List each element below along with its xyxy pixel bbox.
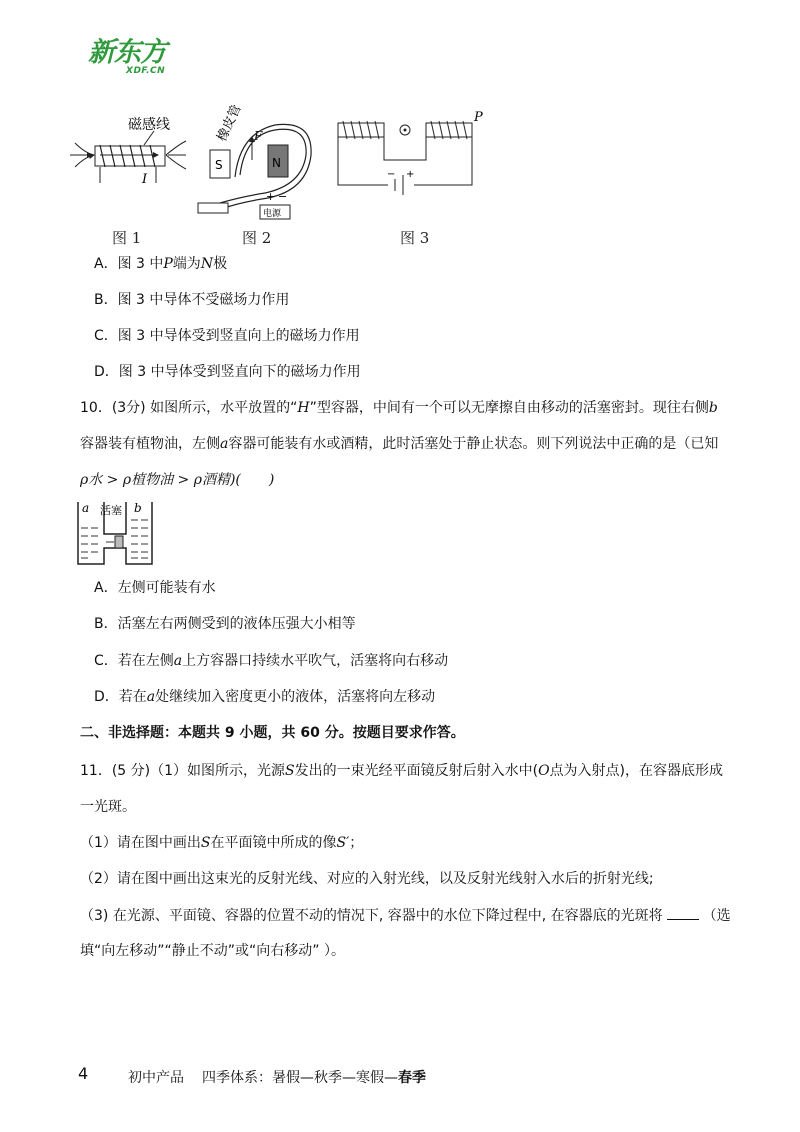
figure-1-solenoid xyxy=(70,116,186,187)
figure-1-2-3-diagram xyxy=(70,105,490,225)
fig1-caption: 图 1 xyxy=(112,229,142,247)
fig2-force-label: F xyxy=(254,129,263,143)
fig1-current-label: I xyxy=(142,172,148,187)
footer-product: 初中产品 xyxy=(128,1070,184,1086)
q9-option-d: D．图 3 中导体受到竖直向下的磁场力作用 xyxy=(94,364,361,380)
section-2-heading: 二、非选择题：本题共 9 小题，共 60 分。按题目要求作答。 xyxy=(80,725,465,741)
fig2-source-label: 电源 xyxy=(263,209,282,219)
logo-english: XDF.CN xyxy=(126,66,166,76)
q11-stem-line1: 11．(5 分)（1）如图所示，光源S发出的一束光经平面镜反射后射入水中(O点为入射点)，在容器底形成 xyxy=(80,763,724,779)
q11-sub-3: （3) 在光源、平面镜、容器的位置不动的情况下, 容器中的水位下降过程中, 在容器底的光斑将 （选 xyxy=(80,905,731,926)
fig2-tube-label: 橡皮管 xyxy=(214,105,245,144)
q10-option-a: A．左侧可能装有水 xyxy=(94,580,216,596)
question-9-figures xyxy=(70,105,490,247)
q11-stem-line2: 一光斑。 xyxy=(80,799,136,815)
fig2-s-pole: S xyxy=(215,158,223,172)
page-number: 4 xyxy=(78,1064,89,1083)
fig-a-label: a xyxy=(82,501,90,515)
q10-stem-line1: 10．(3分) 如图所示，水平放置的“H”型容器，中间有一个可以无摩擦自由移动的活塞密封。现往右侧b xyxy=(80,400,718,416)
xdf-logo xyxy=(88,38,178,78)
q9-option-b: B．图 3 中导体不受磁场力作用 xyxy=(94,292,290,308)
fig2-plus: + xyxy=(266,190,276,203)
footer-system: 四季体系：暑假—秋季—寒假—春季 xyxy=(202,1070,426,1086)
q10-option-d: D．若在a处继续加入密度更小的液体，活塞将向左移动 xyxy=(94,689,436,705)
fig2-n-pole: N xyxy=(272,156,281,170)
footer-season: 春季 xyxy=(398,1070,426,1086)
q10-option-c: C．若在左侧a上方容器口持续水平吹气，活塞将向右移动 xyxy=(94,653,449,669)
q10-stem-line2: 容器装有植物油，左侧a容器可能装有水或酒精，此时活塞处于静止状态。则下列说法中正确的是（已知 xyxy=(80,436,719,452)
q10-density-relation: ρ水 > ρ植物油 > ρ酒精)( ) xyxy=(80,472,275,488)
q11-sub-1: （1）请在图中画出S在平面镜中所成的像S′； xyxy=(80,835,364,851)
fig3-battery-plus: + xyxy=(406,169,415,180)
q10-option-b: B．活塞左右两侧受到的液体压强大小相等 xyxy=(94,616,356,632)
q11-sub-2: （2）请在图中画出这束光的反射光线、对应的入射光线，以及反射光线射入水后的折射光线; xyxy=(80,871,654,887)
fig-b-label: b xyxy=(134,501,142,515)
q9-option-c: C．图 3 中导体受到竖直向上的磁场力作用 xyxy=(94,328,360,344)
fig-piston-label: 活塞 xyxy=(100,504,122,517)
fig2-caption: 图 2 xyxy=(242,229,272,247)
figure-2-magnet xyxy=(198,105,311,219)
q11-sub-3-cont: 填“向左移动”“静止不动”或“向右移动” ）。 xyxy=(80,943,345,959)
logo-chinese: 新东方 xyxy=(88,37,166,68)
fig3-p-label: P xyxy=(474,110,483,125)
fig3-caption: 图 3 xyxy=(400,229,430,247)
q10-h-container-figure xyxy=(76,498,166,568)
figure-3-coils xyxy=(338,110,483,195)
fig2-minus: − xyxy=(278,190,288,203)
fig3-battery-minus: − xyxy=(387,169,396,180)
answer-blank[interactable] xyxy=(667,905,699,920)
q9-option-a: A．图 3 中P端为N极 xyxy=(94,256,228,272)
fig1-field-label: 磁感线 xyxy=(128,117,170,133)
